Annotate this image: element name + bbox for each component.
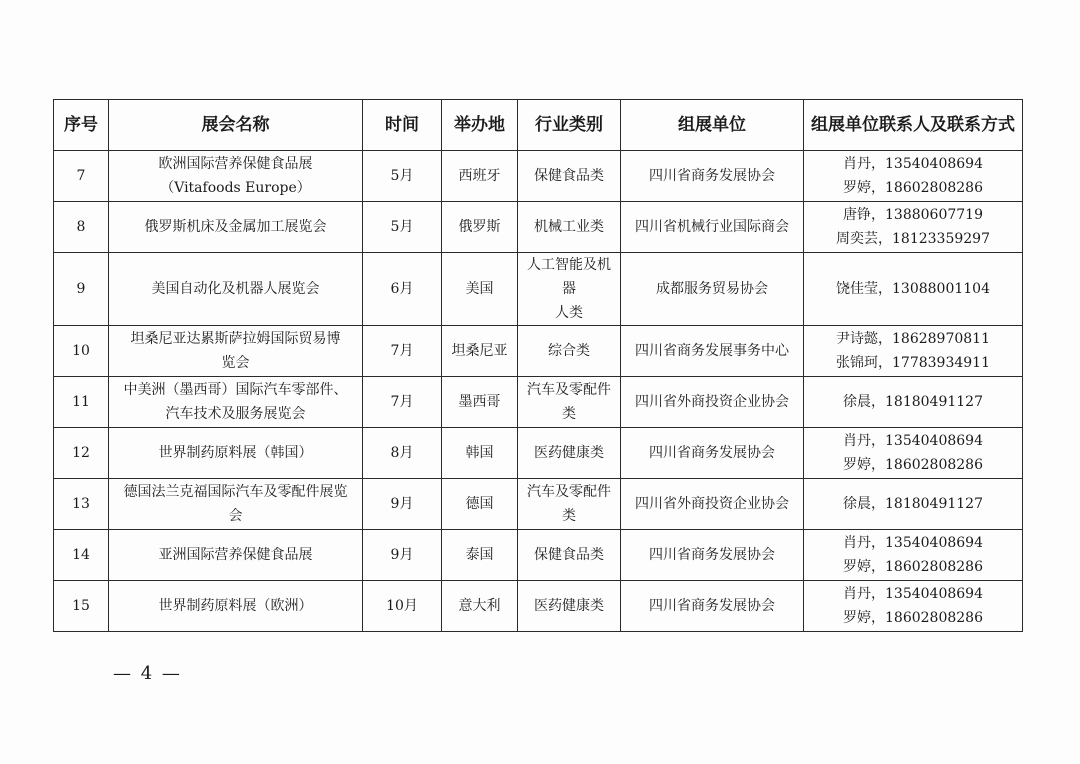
cell-expo-name-line: 世界制药原料展（韩国）: [158, 445, 313, 461]
cell-contact-line: 罗婷，18602808286: [843, 180, 983, 196]
cell-contact: [804, 202, 1023, 253]
cell-contact-line: 罗婷，18602808286: [843, 457, 983, 473]
header-venue: 举办地: [442, 100, 518, 151]
cell-industry-line: 人类: [555, 305, 583, 321]
cell-expo-name: [109, 253, 363, 326]
cell-industry: [518, 151, 621, 202]
cell-index: 13: [54, 479, 109, 530]
cell-contact-line: 肖丹，13540408694: [843, 586, 983, 602]
cell-industry-line: 机械工业类: [534, 219, 604, 235]
table-row: [54, 326, 1023, 377]
cell-contact-line: 饶佳莹，13088001104: [836, 281, 990, 297]
cell-venue: 泰国: [442, 530, 518, 581]
cell-venue: 韩国: [442, 428, 518, 479]
cell-industry-line: 医药健康类: [534, 598, 604, 614]
cell-contact-line: 周奕芸，18123359297: [836, 231, 990, 247]
cell-expo-name-line: （Vitafoods Europe）: [160, 180, 311, 196]
page-number: — 4 —: [113, 663, 182, 684]
cell-expo-name-line: 美国自动化及机器人展览会: [151, 281, 320, 297]
cell-contact: [804, 479, 1023, 530]
cell-industry: [518, 530, 621, 581]
cell-index: 7: [54, 151, 109, 202]
cell-contact-line: 肖丹，13540408694: [843, 535, 983, 551]
cell-venue: 坦桑尼亚: [442, 326, 518, 377]
cell-organizer: 四川省商务发展协会: [621, 151, 804, 202]
table-row: [54, 428, 1023, 479]
cell-industry-line: 汽车及零配件类: [527, 484, 611, 524]
cell-organizer: 四川省商务发展协会: [621, 530, 804, 581]
cell-expo-name-line: 览会: [221, 355, 250, 371]
cell-time: 6月: [363, 253, 442, 326]
table-row: [54, 253, 1023, 326]
table-row: [54, 581, 1023, 632]
cell-contact-line: 徐晨，18180491127: [843, 496, 983, 512]
cell-index: 11: [54, 377, 109, 428]
cell-contact-line: 肖丹，13540408694: [843, 433, 983, 449]
header-time: 时间: [363, 100, 442, 151]
cell-contact: [804, 581, 1023, 632]
cell-expo-name-line: 汽车技术及服务展览会: [165, 406, 306, 422]
cell-industry-line: 医药健康类: [534, 445, 604, 461]
table-row: [54, 479, 1023, 530]
header-contact: 组展单位联系人及联系方式: [804, 100, 1023, 151]
cell-expo-name-line: 世界制药原料展（欧洲）: [158, 598, 313, 614]
cell-venue: 俄罗斯: [442, 202, 518, 253]
cell-expo-name: [109, 581, 363, 632]
cell-industry: [518, 326, 621, 377]
cell-index: 14: [54, 530, 109, 581]
cell-expo-name-line: 坦桑尼亚达累斯萨拉姆国际贸易博: [130, 331, 341, 347]
cell-expo-name: [109, 326, 363, 377]
cell-organizer: 四川省商务发展协会: [621, 428, 804, 479]
cell-expo-name: [109, 479, 363, 530]
cell-venue: 美国: [442, 253, 518, 326]
cell-industry: [518, 202, 621, 253]
cell-time: 5月: [363, 202, 442, 253]
cell-expo-name: [109, 377, 363, 428]
cell-contact-line: 唐铮，13880607719: [843, 207, 983, 223]
cell-contact: [804, 253, 1023, 326]
cell-expo-name-line: 俄罗斯机床及金属加工展览会: [144, 219, 327, 235]
header-expo-name: 展会名称: [109, 100, 363, 151]
cell-industry-line: 综合类: [548, 343, 590, 359]
cell-industry: [518, 581, 621, 632]
cell-industry: [518, 253, 621, 326]
cell-expo-name-line: 德国法兰克福国际汽车及零配件展览: [123, 484, 348, 500]
cell-index: 15: [54, 581, 109, 632]
cell-expo-name: [109, 202, 363, 253]
cell-industry: [518, 428, 621, 479]
cell-contact: [804, 530, 1023, 581]
table-header-row: [54, 100, 1023, 151]
cell-time: 10月: [363, 581, 442, 632]
cell-industry-line: 保健食品类: [534, 547, 604, 563]
cell-expo-name-line: 会: [228, 508, 243, 524]
cell-time: 7月: [363, 326, 442, 377]
header-index: 序号: [54, 100, 109, 151]
cell-expo-name-line: 中美洲（墨西哥）国际汽车零部件、: [123, 382, 348, 398]
cell-contact-line: 肖丹，13540408694: [843, 156, 983, 172]
cell-expo-name-line: 欧洲国际营养保健食品展: [158, 156, 313, 172]
table-row: [54, 202, 1023, 253]
header-organizer: 组展单位: [621, 100, 804, 151]
cell-organizer: 成都服务贸易协会: [621, 253, 804, 326]
cell-time: 5月: [363, 151, 442, 202]
cell-contact-line: 罗婷，18602808286: [843, 559, 983, 575]
cell-organizer: 四川省商务发展协会: [621, 581, 804, 632]
cell-organizer: 四川省机械行业国际商会: [621, 202, 804, 253]
cell-contact-line: 张锦珂，17783934911: [836, 355, 990, 371]
cell-contact-line: 罗婷，18602808286: [843, 610, 983, 626]
cell-venue: 西班牙: [442, 151, 518, 202]
cell-organizer: 四川省商务发展事务中心: [621, 326, 804, 377]
cell-industry-line: 保健食品类: [534, 168, 604, 184]
table-row: [54, 151, 1023, 202]
cell-index: 8: [54, 202, 109, 253]
cell-contact: [804, 326, 1023, 377]
cell-industry-line: 人工智能及机器: [527, 257, 611, 297]
cell-industry: [518, 479, 621, 530]
cell-venue: 意大利: [442, 581, 518, 632]
cell-contact: [804, 151, 1023, 202]
cell-venue: 德国: [442, 479, 518, 530]
cell-index: 10: [54, 326, 109, 377]
cell-venue: 墨西哥: [442, 377, 518, 428]
cell-contact: [804, 377, 1023, 428]
cell-contact-line: 徐晨，18180491127: [843, 394, 983, 410]
cell-time: 9月: [363, 479, 442, 530]
cell-contact-line: 尹诗懿，18628970811: [836, 331, 990, 347]
header-industry: 行业类别: [518, 100, 621, 151]
cell-expo-name: [109, 530, 363, 581]
cell-expo-name: [109, 428, 363, 479]
table-body: [54, 151, 1023, 632]
cell-index: 12: [54, 428, 109, 479]
cell-time: 9月: [363, 530, 442, 581]
cell-index: 9: [54, 253, 109, 326]
cell-contact: [804, 428, 1023, 479]
exhibition-table: [53, 99, 1023, 632]
cell-time: 7月: [363, 377, 442, 428]
table-row: [54, 377, 1023, 428]
cell-industry-line: 汽车及零配件类: [527, 382, 611, 422]
cell-time: 8月: [363, 428, 442, 479]
table-row: [54, 530, 1023, 581]
cell-expo-name: [109, 151, 363, 202]
cell-industry: [518, 377, 621, 428]
cell-expo-name-line: 亚洲国际营养保健食品展: [158, 547, 313, 563]
cell-organizer: 四川省外商投资企业协会: [621, 377, 804, 428]
cell-organizer: 四川省外商投资企业协会: [621, 479, 804, 530]
